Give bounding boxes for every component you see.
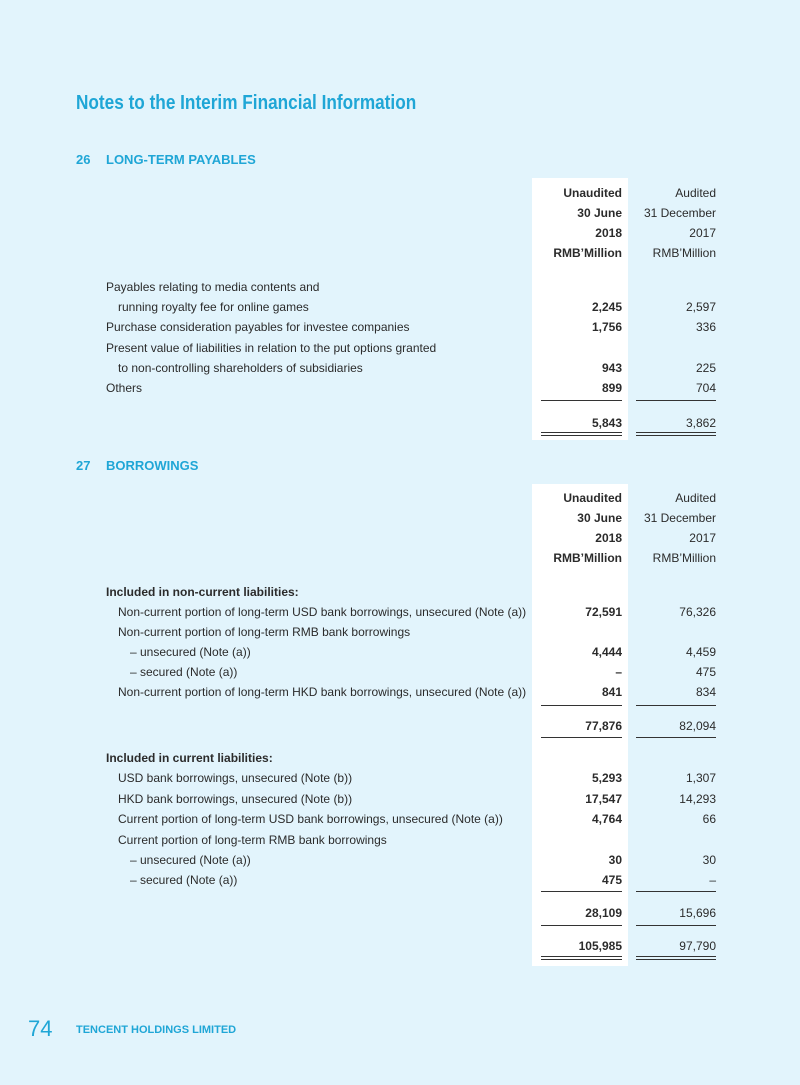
row-value-2017: 336	[695, 320, 716, 334]
row-value-2017: 475	[695, 665, 716, 679]
subtotal-rule	[541, 925, 622, 926]
row-value-2018: 899	[601, 381, 622, 395]
group-heading-row	[0, 748, 800, 768]
column-header-row	[0, 183, 800, 203]
table-row	[0, 602, 800, 622]
subtotal-rule	[636, 925, 716, 926]
subtotal-rule	[636, 400, 716, 401]
column-header-row	[0, 223, 800, 243]
column-header-row	[0, 243, 800, 263]
subtotal-rule	[541, 891, 622, 892]
table-row	[0, 789, 800, 809]
total-double-rule	[541, 432, 622, 436]
total-value-2017: 3,862	[685, 416, 716, 430]
row-value-2018: 4,444	[591, 645, 622, 659]
subtotal-rule	[541, 705, 622, 706]
col1-header: 2018	[595, 226, 622, 240]
row-label: USD bank borrowings, unsecured (Note (b))	[118, 771, 353, 785]
row-label: running royalty fee for online games	[118, 300, 309, 314]
col1-header: Unaudited	[563, 491, 622, 505]
col2-header: 31 December	[643, 206, 716, 220]
total-double-rule	[636, 956, 716, 960]
total-value-2018: 105,985	[578, 939, 622, 953]
row-label: – unsecured (Note (a))	[130, 853, 251, 867]
col2-header: 2017	[689, 226, 716, 240]
row-value-2018: 4,764	[591, 812, 622, 826]
row-value-2017: 704	[695, 381, 716, 395]
table-row	[0, 378, 800, 398]
total-double-rule	[541, 956, 622, 960]
section-heading-27	[76, 458, 198, 473]
row-value-2017: 30	[702, 853, 716, 867]
subtotal-row	[0, 903, 800, 923]
row-label: Purchase consideration payables for investee companies	[106, 320, 410, 334]
col2-header: RMB’Million	[652, 551, 716, 565]
group-heading: Included in non-current liabilities:	[106, 585, 299, 599]
column-header-row	[0, 488, 800, 508]
row-label: Present value of liabilities in relation to the put options granted	[106, 341, 437, 355]
row-value-2017: 1,307	[685, 771, 716, 785]
company-name: TENCENT HOLDINGS LIMITED	[76, 1024, 237, 1036]
row-value-2017: 4,459	[685, 645, 716, 659]
row-value-2018: 2,245	[591, 300, 622, 314]
table-row	[0, 809, 800, 829]
row-value-2018: 5,293	[591, 771, 622, 785]
col2-header: RMB’Million	[652, 246, 716, 260]
col1-header: 2018	[595, 531, 622, 545]
col2-header: Audited	[675, 491, 716, 505]
row-value-2017: 66	[702, 812, 716, 826]
table-row	[0, 662, 800, 682]
row-label: Non-current portion of long-term USD bank borrowings, unsecured (Note (a))	[118, 605, 527, 619]
page-number: 74	[28, 1016, 53, 1041]
section-heading-26	[76, 152, 256, 167]
table-row	[0, 768, 800, 788]
table-row	[0, 682, 800, 702]
row-label: – unsecured (Note (a))	[130, 645, 251, 659]
subtotal-value-2017: 15,696	[679, 906, 716, 920]
row-value-2018: 30	[608, 853, 622, 867]
col1-header: Unaudited	[563, 186, 622, 200]
group-heading-row	[0, 582, 800, 602]
row-value-2017: 834	[695, 685, 716, 699]
row-value-2018: 475	[601, 873, 622, 887]
row-label: Non-current portion of long-term RMB bank borrowings	[118, 625, 411, 639]
table-row	[0, 870, 800, 890]
row-value-2017: 2,597	[685, 300, 716, 314]
section-title: BORROWINGS	[106, 458, 199, 473]
subtotal-row	[0, 716, 800, 736]
row-value-2018: –	[615, 665, 622, 679]
subtotal-rule	[636, 705, 716, 706]
total-value-2018: 5,843	[591, 416, 622, 430]
row-value-2018: 17,547	[585, 792, 622, 806]
table-row	[0, 277, 800, 297]
section-number: 27	[76, 458, 91, 473]
col2-header: 31 December	[643, 511, 716, 525]
row-label: Non-current portion of long-term HKD bank borrowings, unsecured (Note (a))	[118, 685, 527, 699]
row-value-2017: 76,326	[679, 605, 716, 619]
row-value-2018: 943	[601, 361, 622, 375]
subtotal-rule	[541, 737, 622, 738]
row-value-2017: 14,293	[679, 792, 716, 806]
col1-header: 30 June	[577, 206, 622, 220]
col1-header: RMB’Million	[553, 551, 622, 565]
column-header-row	[0, 508, 800, 528]
subtotal-value-2018: 28,109	[585, 906, 622, 920]
subtotal-rule	[636, 737, 716, 738]
total-value-2017: 97,790	[679, 939, 716, 953]
column-header-row	[0, 528, 800, 548]
total-row	[0, 936, 800, 956]
row-label: Current portion of long-term USD bank borrowings, unsecured (Note (a))	[118, 812, 503, 826]
col2-header: 2017	[689, 531, 716, 545]
table-row	[0, 297, 800, 317]
row-label: Payables relating to media contents and	[106, 280, 320, 294]
row-value-2017: –	[709, 873, 716, 887]
column-header-row	[0, 548, 800, 568]
row-value-2018: 72,591	[585, 605, 622, 619]
row-value-2018: 1,756	[591, 320, 622, 334]
row-label: Others	[106, 381, 143, 395]
table-row	[0, 622, 800, 642]
col1-header: 30 June	[577, 511, 622, 525]
table-row	[0, 317, 800, 337]
group-heading: Included in current liabilities:	[106, 751, 273, 765]
subtotal-value-2018: 77,876	[585, 719, 622, 733]
section-title: LONG-TERM PAYABLES	[106, 152, 256, 167]
subtotal-rule	[636, 891, 716, 892]
row-value-2018: 841	[601, 685, 622, 699]
table-row	[0, 830, 800, 850]
column-header-row	[0, 203, 800, 223]
section-number: 26	[76, 152, 91, 167]
col1-header: RMB’Million	[553, 246, 622, 260]
row-label: – secured (Note (a))	[130, 873, 238, 887]
subtotal-value-2017: 82,094	[679, 719, 716, 733]
page-title: Notes to the Interim Financial Information	[76, 92, 417, 114]
table-row	[0, 338, 800, 358]
col2-header: Audited	[675, 186, 716, 200]
row-label: to non-controlling shareholders of subsidiaries	[118, 361, 363, 375]
subtotal-rule	[541, 400, 622, 401]
table-row	[0, 358, 800, 378]
total-row	[0, 413, 800, 433]
row-label: HKD bank borrowings, unsecured (Note (b))	[118, 792, 353, 806]
row-label: – secured (Note (a))	[130, 665, 238, 679]
row-label: Current portion of long-term RMB bank borrowings	[118, 833, 387, 847]
table-row	[0, 642, 800, 662]
table-row	[0, 850, 800, 870]
row-value-2017: 225	[695, 361, 716, 375]
total-double-rule	[636, 432, 716, 436]
